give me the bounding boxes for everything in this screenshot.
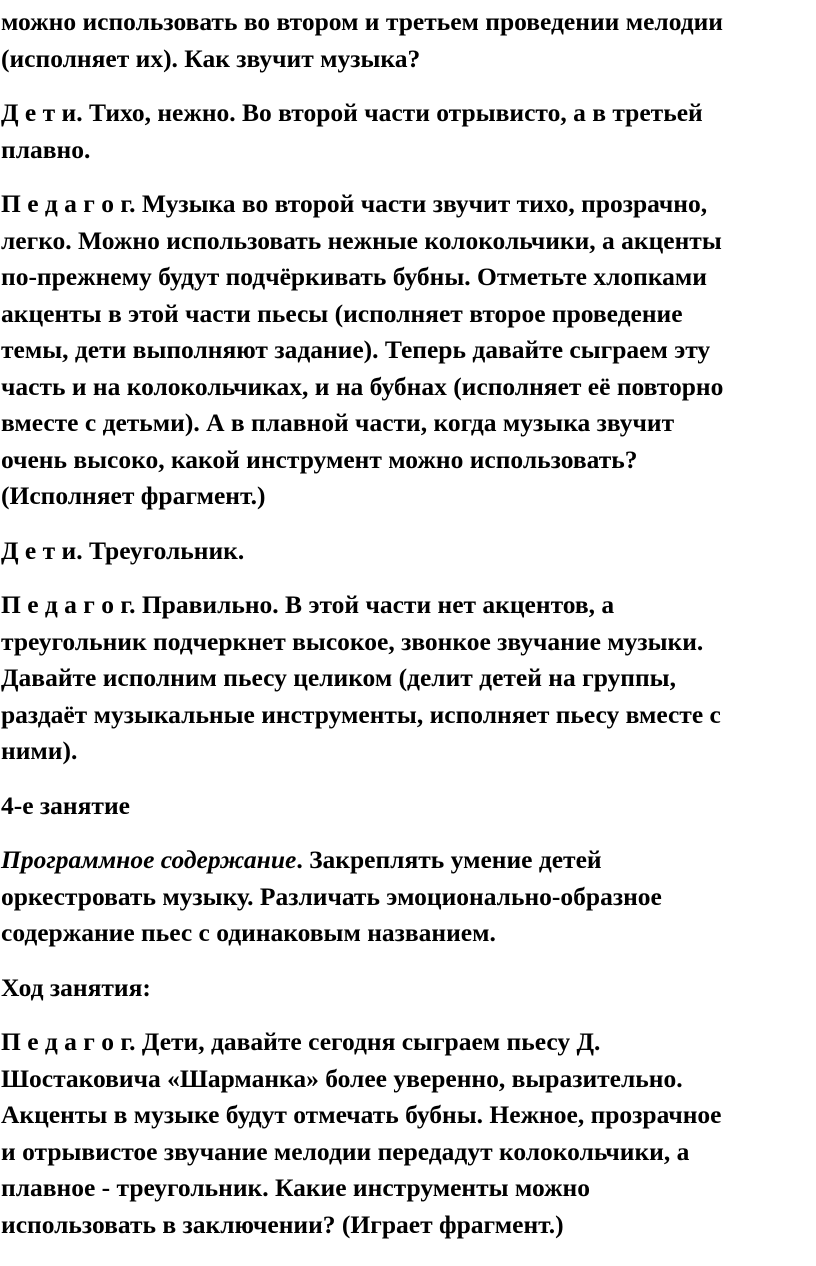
program-text: . Закреплять умение детей оркестровать музыку. Различать эмоционально-образное содержание пьес с одинаковым названием. xyxy=(1,845,662,947)
speaker-label: Д е т и. xyxy=(1,98,83,127)
lesson-title: 4-е занятие xyxy=(1,790,130,820)
paragraph-text: Музыка во второй части звучит тихо, прозрачно, легко. Можно использовать нежные колокольчики, а акценты по-прежнему будут подчёркивать бубны. Отметьте хлопками акценты в этой части пьесы (исполняет второе проведение темы, дети выполняют задание). Теперь давайте сыграем эту часть и на колокольчиках, и на бубнах (исполняет её повторно вместе с детьми). А в плавной части, когда музыка звучит очень высоко, какой инструмент можно использовать? (Исполняет фрагмент.) xyxy=(1,189,724,510)
paragraph-children-reply xyxy=(1,95,816,168)
program-label: Программное содержание xyxy=(1,845,297,874)
speaker-label: П е д а г о г. xyxy=(1,189,136,218)
program-content xyxy=(1,842,816,952)
paragraph-teacher xyxy=(1,186,816,515)
paragraph-teacher xyxy=(1,587,816,770)
speaker-label: П е д а г о г. xyxy=(1,590,136,619)
speaker-label: П е д а г о г. xyxy=(1,1027,136,1056)
paragraph-text: Дети, давайте сегодня сыграем пьесу Д. Шостаковича «Шарманка» более уверенно, выразительно. Акценты в музыке будут отмечать бубны. Нежное, прозрачное и отрывистое звучание мелодии передадут колокольчики, а плавное - треугольник. Какие инструменты можно использовать в заключении? (Играет фрагмент.) xyxy=(1,1027,722,1239)
paragraph-children-reply xyxy=(1,533,816,570)
paragraph-teacher-final xyxy=(1,1024,816,1243)
speaker-label: Д е т и. xyxy=(1,535,83,565)
paragraph-continuation xyxy=(1,4,816,77)
paragraph-text: можно использовать во втором и третьем проведении мелодии (исполняет их). Как звучит музыка? xyxy=(1,7,723,73)
paragraph-text: Треугольник. xyxy=(82,535,245,565)
paragraph-text: Тихо, нежно. Во второй части отрывисто, а в третьей плавно. xyxy=(1,98,703,164)
paragraph-text: Правильно. В этой части нет акцентов, а треугольник подчеркнет высокое, звонкое звучание музыки. Давайте исполним пьесу целиком (делит детей на группы, раздаёт музыкальные инструменты, исполняет пьесу вместе с ними). xyxy=(1,590,721,765)
progress-heading: Ход занятия: xyxy=(1,972,151,1002)
